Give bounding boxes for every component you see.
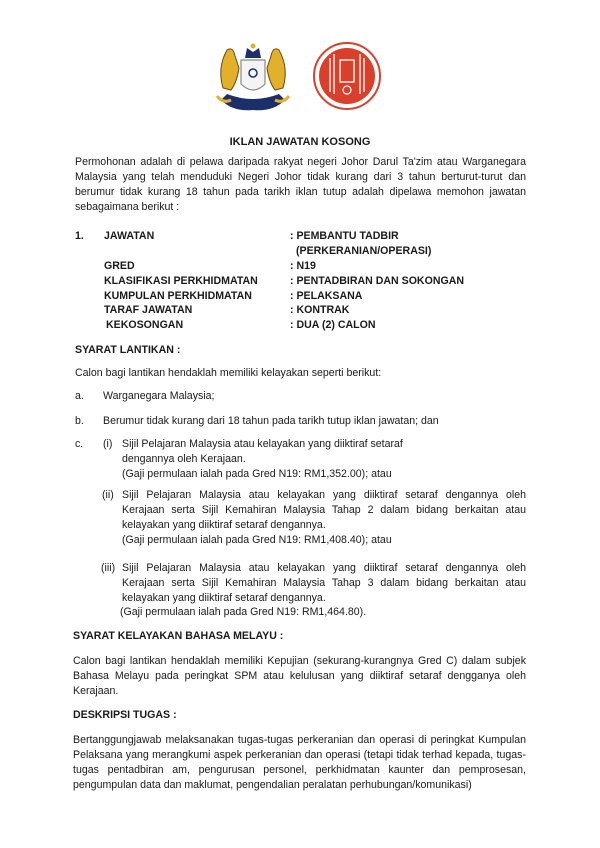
- value-taraf: : KONTRAK: [290, 304, 350, 316]
- perbadanan-stadium-johor-seal: [312, 40, 382, 112]
- syarat-heading: SYARAT LANTIKAN :: [75, 344, 181, 356]
- value-kumpulan: : PELAKSANA: [290, 290, 363, 302]
- label-jawatan: JAWATAN: [104, 230, 155, 242]
- item-c-marker: c.: [75, 438, 84, 450]
- sub-i-salary: (Gaji permulaan ialah pada Gred N19: RM1,352.00); atau: [122, 468, 392, 480]
- bahasa-heading: SYARAT KELAYAKAN BAHASA MELAYU :: [73, 630, 284, 642]
- value-klasifikasi: : PENTADBIRAN DAN SOKONGAN: [290, 275, 465, 287]
- syarat-intro: Calon bagi lantikan hendaklah memiliki kelayakan seperti berikut:: [75, 367, 382, 379]
- value-jawatan-line2: (PERKERANIAN/OPERASI): [296, 245, 432, 257]
- bahasa-text: Calon bagi lantikan hendaklah memiliki Kepujian (sekurang-kurangnya Gred C) dalam subjek Bahasa Melayu pada peringkat SPM atau kelulusan yang diiktiraf setaraf dengganya oleh Kerajaan.: [73, 655, 526, 697]
- item-a-text: Warganegara Malaysia;: [103, 390, 215, 402]
- sub-ii-marker: (ii): [102, 489, 114, 501]
- johor-coat-of-arms-logo: [213, 38, 293, 116]
- item-a-marker: a.: [75, 390, 84, 402]
- sub-iii-salary: (Gaji permulaan ialah pada Gred N19: RM1,464.80).: [120, 606, 367, 618]
- value-gred: : N19: [290, 260, 316, 272]
- sub-i-marker: (i): [103, 438, 113, 450]
- label-kekosongan: KEKOSONGAN: [106, 319, 184, 331]
- label-kumpulan: KUMPULAN PERKHIDMATAN: [104, 290, 252, 302]
- item-b-text: Berumur tidak kurang dari 18 tahun pada tarikh tutup iklan jawatan; dan: [103, 415, 439, 427]
- label-taraf: TARAF JAWATAN: [104, 304, 193, 316]
- position-number: 1.: [75, 230, 84, 242]
- sub-iii-marker: (iii): [101, 562, 116, 574]
- label-gred: GRED: [104, 260, 135, 272]
- sub-ii-salary: (Gaji permulaan ialah pada Gred N19: RM1,408.40); atau: [122, 534, 392, 546]
- value-jawatan: : PEMBANTU TADBIR: [290, 230, 399, 242]
- deskripsi-text: Bertanggungjawab melaksanakan tugas-tugas perkeranian dan operasi di peringkat Kumpulan Pelaksana yang merangkumi aspek perkeranian dan operasi (tetapi tidak terhad kepada, tugas-tugas pentadbiran am, pengurusan personel, perkhidmatan kaunter dan pemprosesan, pengumpulan data dan maklumat, pengendalian peralatan perhubungan/komunikasi): [73, 734, 526, 791]
- sub-i-text: Sijil Pelajaran Malaysia atau kelayakan yang diiktiraf setaraf dengannya oleh Kerajaan.: [122, 438, 403, 465]
- item-b-marker: b.: [75, 415, 84, 427]
- sub-ii-text: Sijil Pelajaran Malaysia atau kelayakan yang diiktiraf setaraf dengannya oleh Kerajaan serta Sijil Kemahiran Malaysia Tahap 2 dalam bidang berkaitan atau kelayakan yang diiktiraf setaraf dengannya.: [122, 489, 526, 531]
- intro-paragraph: Permohonan adalah di pelawa daripada rakyat negeri Johor Darul Ta'zim atau Warganegara Malaysia yang telah menduduki Negeri Johor tidak kurang dari 3 tahun berturut-turut dan berumur tidak kurang 18 tahun pada tarikh iklan tutup adalah dipelawa memohon jawatan sebagaimana berikut :: [75, 156, 526, 213]
- label-klasifikasi: KLASIFIKASI PERKHIDMATAN: [104, 275, 258, 287]
- document-title: IKLAN JAWATAN KOSONG: [229, 136, 371, 148]
- value-kekosongan: : DUA (2) CALON: [290, 319, 376, 331]
- sub-iii-text: Sijil Pelajaran Malaysia atau kelayakan yang diiktiraf setaraf dengannya oleh Kerajaan serta Sijil Kemahiran Malaysia Tahap 3 dalam bidang berkaitan atau kelayakan yang diiktiraf setaraf dengannya.: [122, 562, 526, 604]
- deskripsi-heading: DESKRIPSI TUGAS :: [73, 709, 177, 721]
